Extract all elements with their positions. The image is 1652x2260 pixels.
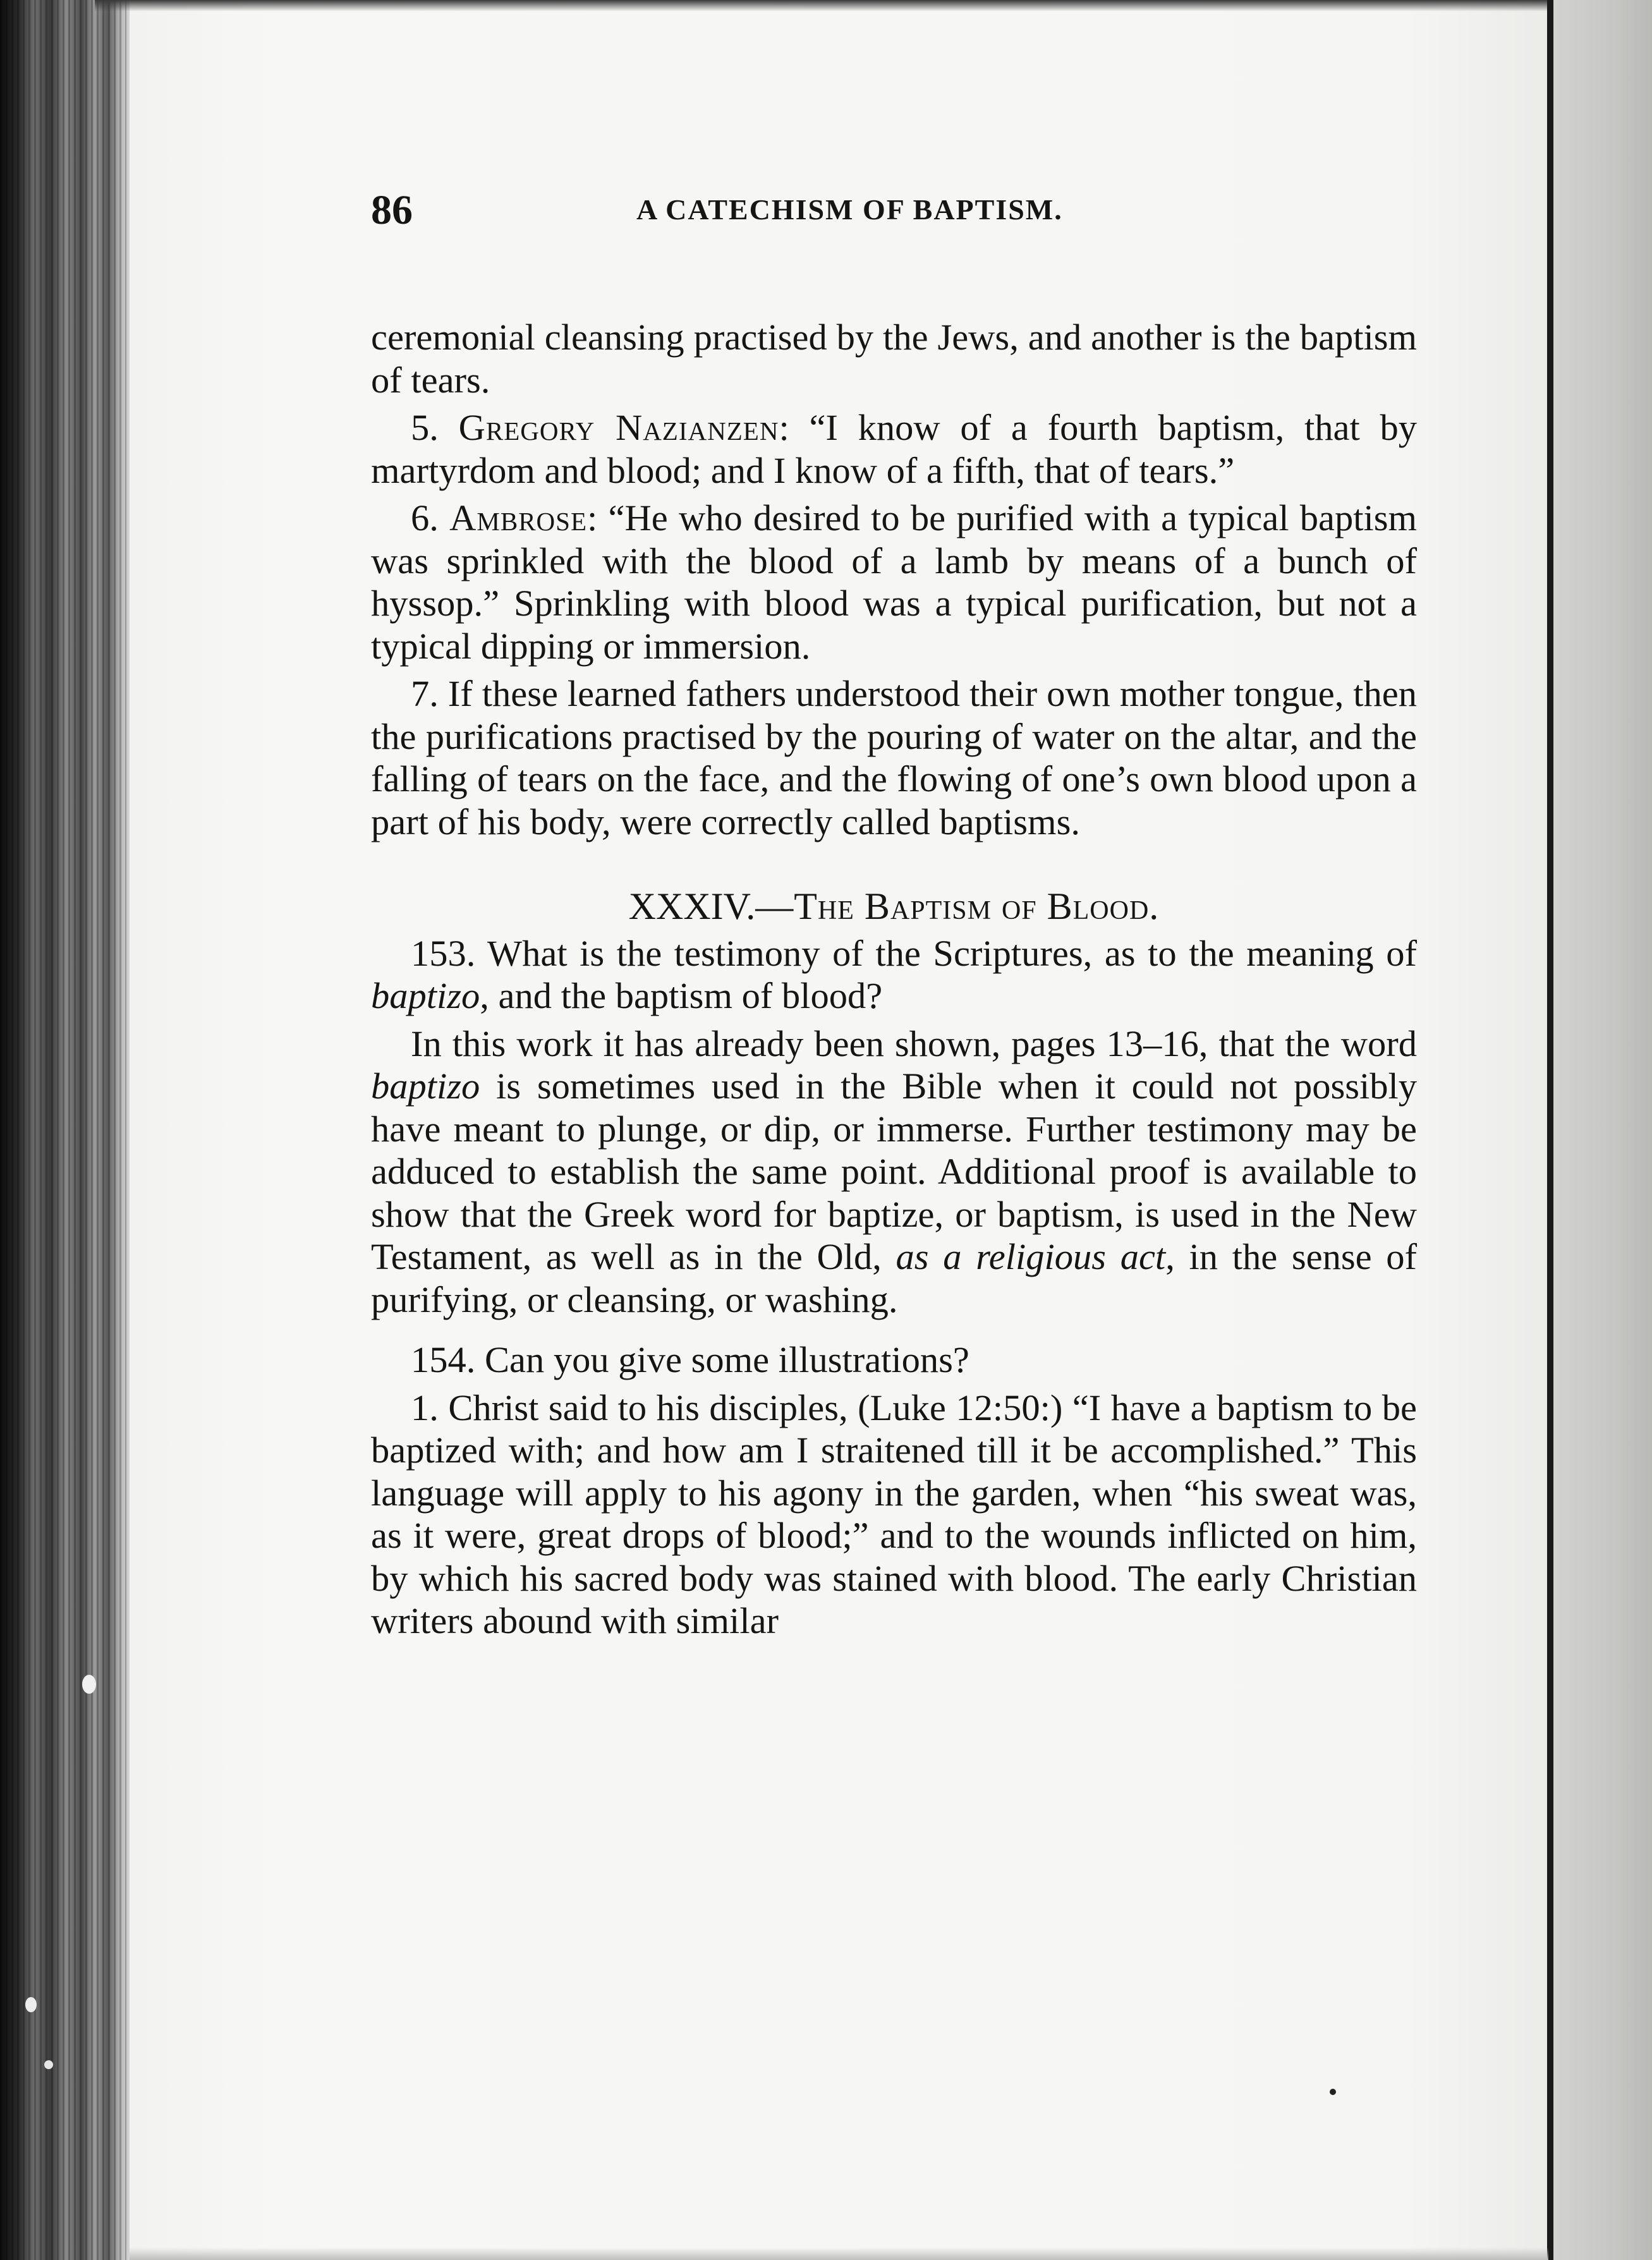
dust-speck — [25, 1997, 37, 2012]
top-shadow — [95, 0, 1548, 11]
section-heading — [371, 885, 1417, 928]
question-text: , and the baptism of blood? — [480, 975, 883, 1016]
author-name: Gregory Nazianzen — [458, 407, 779, 448]
paragraph-ambrose — [371, 497, 1417, 667]
paragraph-fathers: 7. If these learned fathers understood their own mother tongue, then the purifications practised by the pouring of water on the altar, and the falling of tears on the face, and the flowing of one’s own blood upon a part of his body, were correctly called baptisms. — [371, 673, 1417, 842]
right-page-edge — [1547, 0, 1553, 2260]
answer-text: In this work it has already been shown, pages 13–16, that the word — [411, 1023, 1417, 1064]
bottom-shadow — [130, 2247, 1548, 2260]
section-number: XXXIV. — [628, 885, 756, 927]
body-text — [371, 316, 1417, 1643]
question-text: 153. What is the testimony of the Scriptures, as to the meaning of — [411, 932, 1417, 974]
item-number: 5. — [411, 407, 439, 448]
page-edge-texture — [0, 0, 126, 2260]
quote-text: : “He who desired to be purified with a typical baptism was sprinkled with the blood of a lamb by means of a bunch of hyssop.” Sprinkling with blood was a typical purification, but not a typical dipping or immersion. — [371, 497, 1417, 667]
answer-text: , in the sense of purifying, or cleansing, or washing. — [371, 1236, 1417, 1320]
author-name: Ambrose — [449, 497, 587, 538]
italic-term: baptizo — [371, 975, 480, 1016]
answer-153 — [371, 1023, 1417, 1321]
dust-speck — [44, 2060, 53, 2069]
dust-speck — [82, 1675, 96, 1694]
section-title: —The Baptism of Blood. — [755, 885, 1160, 927]
italic-term: baptizo — [371, 1066, 480, 1107]
paragraph-continued: ceremonial cleansing practised by the Jews, and another is the baptism of tears. — [371, 317, 1417, 401]
paragraph-gregory — [371, 406, 1417, 492]
question-154: 154. Can you give some illustrations? — [411, 1339, 969, 1380]
page-text — [371, 186, 1417, 1643]
question-153 — [371, 932, 1417, 1018]
page-number: 86 — [371, 187, 413, 233]
item-number: 6. — [411, 497, 439, 538]
quote-text: : “I know of a fourth baptism, that by martyrdom and blood; and I know of a fifth, that of tears.” — [371, 407, 1417, 491]
italic-term: as a religious act — [896, 1236, 1166, 1277]
answer-text: is sometimes used in the Bible when it could not possibly have meant to plunge, or dip, or immerse. Further testimony may be adduced to establish the same point. Additional proof is available to show that the Greek word for baptize, or baptism, is used in the New Testament, as well as in the Old, — [371, 1066, 1417, 1277]
running-title: A CATECHISM OF BAPTISM. — [636, 193, 1063, 226]
running-header — [371, 186, 1417, 243]
answer-154: 1. Christ said to his disciples, (Luke 12:50:) “I have a baptism to be baptized with; and how am I straitened till it be accomplished.” This language will apply to his agony in the garden, when “his sweat was, as it were, great drops of blood;” and to the wounds inflicted on him, by which his sacred body was stained with blood. The early Christian writers abound with similar — [371, 1387, 1417, 1641]
dust-speck — [1330, 2089, 1336, 2095]
adjacent-page — [1553, 0, 1652, 2260]
